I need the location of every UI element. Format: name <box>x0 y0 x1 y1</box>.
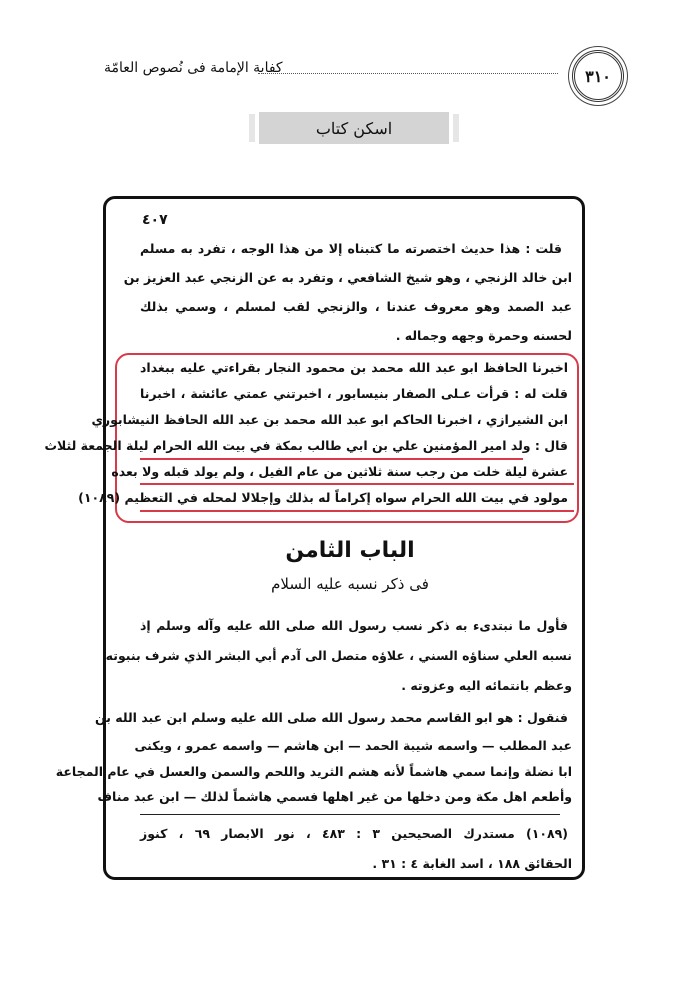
red-underline <box>140 483 574 485</box>
page-number-medallion <box>572 50 624 102</box>
highlighted-line: مولود في بيت الله الحرام سواه إكراماً له بذلك وإجلالا لمحله في التعظيم (١٠٨٩) <box>78 490 568 505</box>
text-line: عبد المطلب — واسمه شيبة الحمد — ابن هاشم — واسمه عمرو ، ويكنى <box>134 738 572 753</box>
red-underline <box>140 458 523 460</box>
chapter-subtitle: فى ذكر نسبه عليه السلام <box>271 575 429 593</box>
highlighted-line: قال : ولد امير المؤمنين علي بن ابي طالب بمكة في بيت الله الحرام ليلة الجمعة لثلاث <box>44 438 568 453</box>
text-line: وعظم بانتمائه اليه وعزوته . <box>401 678 572 693</box>
text-line: ابن خالد الزنجي ، وهو شيخ الشافعي ، وتفرد به عن الزنجي عبد العزيز بن <box>123 270 572 285</box>
text-line: فنقول : هو ابو القاسم محمد رسول الله صلى الله عليه وسلم ابن عبد الله بن <box>95 710 568 725</box>
red-underline <box>140 510 574 512</box>
highlighted-line: اخبرنا الحافظ ابو عبد الله محمد بن محمود النجار بقراءتي عليه ببغداد <box>140 360 568 375</box>
chapter-title: الباب الثامن <box>285 538 415 563</box>
scanned-page-number: ٤٠٧ <box>142 212 168 228</box>
highlighted-line: ابن الشيرازي ، اخبرنا الحاكم ابو عبد الله محمد بن عبد الله الحافظ النيشابوري <box>91 412 568 427</box>
text-line: ابا نضلة وإنما سمي هاشماً لأنه هشم الثريد واللحم والسمن والعسل في عام المجاعة <box>55 764 572 779</box>
running-header-title: كفاية الإمامة فى نُصوص العامّة <box>104 60 283 76</box>
footnote-line: الحقائق ١٨٨ ، اسد الغابة ٤ : ٣١ . <box>372 856 572 871</box>
text-line: وأطعم اهل مكة ومن دخلها من غير اهلها فسمي هاشماً لذلك — ابن عبد مناف <box>97 789 572 804</box>
header-dotted-rule <box>258 73 558 74</box>
footnote-rule <box>140 814 560 815</box>
footnote-line: (١٠٨٩) مستدرك الصحيحين ٣ : ٤٨٣ ، نور الابصار ٦٩ ، كنوز <box>140 826 569 841</box>
scan-tag-label: اسكن كتاب <box>315 118 393 138</box>
page-number: ٣١٠ <box>585 66 611 86</box>
text-line: قلت : هذا حديث اختصرته ما كتبناه إلا من هذا الوجه ، تفرد به مسلم <box>140 241 562 256</box>
text-line: عبد الصمد وهو معروف عندنا ، والزنجي لقب لمسلم ، وسمي بذلك <box>140 299 572 314</box>
text-line: لحسنه وحمرة وجهه وجماله . <box>395 328 572 343</box>
highlighted-line: عشرة ليلة خلت من رجب سنة ثلاثين من عام الفيل ، ولم يولد قبله ولا بعده <box>111 464 568 479</box>
text-line: نسبه العلي سناؤه السني ، علاؤه متصل الى آدم أبي البشر الذي شرف بنبوته <box>105 648 572 663</box>
scan-tag <box>255 112 453 144</box>
highlighted-line: قلت له : قرأت عـلى الصفار بنيسابور ، اخبرتني عمتي عائشة ، اخبرنا <box>140 386 568 401</box>
text-line: فأول ما نبتدىء به ذكر نسب رسول الله صلى الله عليه وآله وسلم إذ <box>140 618 568 633</box>
